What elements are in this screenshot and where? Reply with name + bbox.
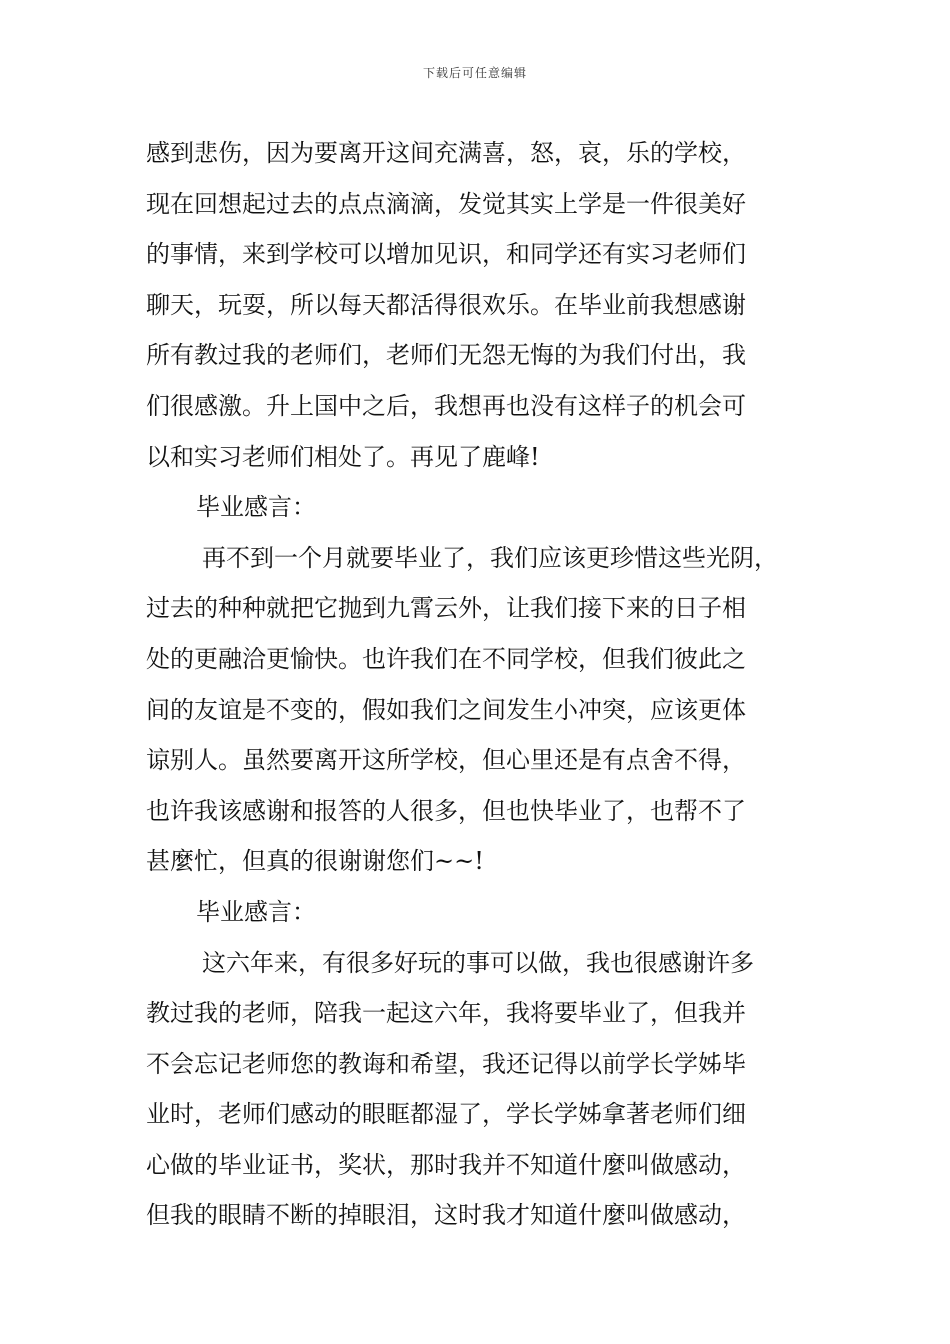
text-line: 业时，老师们感动的眼眶都湿了，学长学姊拿著老师们细 [146,1100,746,1129]
text-line: 过去的种种就把它抛到九霄云外，让我们接下来的日子相 [146,594,746,623]
text-line: 谅别人。虽然要离开这所学校，但心里还是有点舍不得， [146,746,746,775]
text-line: 的事情，来到学校可以增加见识，和同学还有实习老师们 [146,240,746,269]
section-heading-1: 毕业感言： [196,493,316,522]
text-line: 以和实习老师们相处了。再见了鹿峰! [146,442,540,471]
page-header: 下载后可任意编辑 [422,66,527,80]
text-line: 但我的眼睛不断的掉眼泪，这时我才知道什麼叫做感动， [146,1201,746,1230]
text-line: 们很感激。升上国中之后，我想再也没有这样子的机会可 [146,391,746,420]
text-line: 不会忘记老师您的教诲和希望，我还记得以前学长学姊毕 [146,1049,746,1078]
text-line: 间的友谊是不变的，假如我们之间发生小冲突，应该更体 [146,695,746,724]
text-line: 再不到一个月就要毕业了，我们应该更珍惜这些光阴， [202,543,778,572]
text-line: 甚麼忙，但真的很谢谢您们~~! [146,847,484,876]
text-line: 教过我的老师，陪我一起这六年，我将要毕业了，但我并 [146,999,746,1028]
text-line: 也许我该感谢和报答的人很多，但也快毕业了，也帮不了 [146,796,746,825]
section-heading-2: 毕业感言： [196,897,316,926]
paragraph-2 [146,533,816,887]
paragraph-1 [146,128,816,482]
text-line: 所有教过我的老师们，老师们无怨无悔的为我们付出，我 [146,341,746,370]
text-line: 这六年来，有很多好玩的事可以做，我也很感谢许多 [202,948,754,977]
text-line: 现在回想起过去的点点滴滴，发觉其实上学是一件很美好 [146,189,746,218]
text-line: 聊天，玩耍，所以每天都活得很欢乐。在毕业前我想感谢 [146,290,746,319]
text-line: 处的更融洽更愉快。也许我们在不同学校，但我们彼此之 [146,644,746,673]
text-line: 感到悲伤，因为要离开这间充满喜，怒，哀，乐的学校， [146,139,746,167]
paragraph-3 [146,938,816,1242]
document-body [146,128,816,1241]
text-line: 心做的毕业证书，奖状，那时我并不知道什麼叫做感动， [146,1150,746,1179]
